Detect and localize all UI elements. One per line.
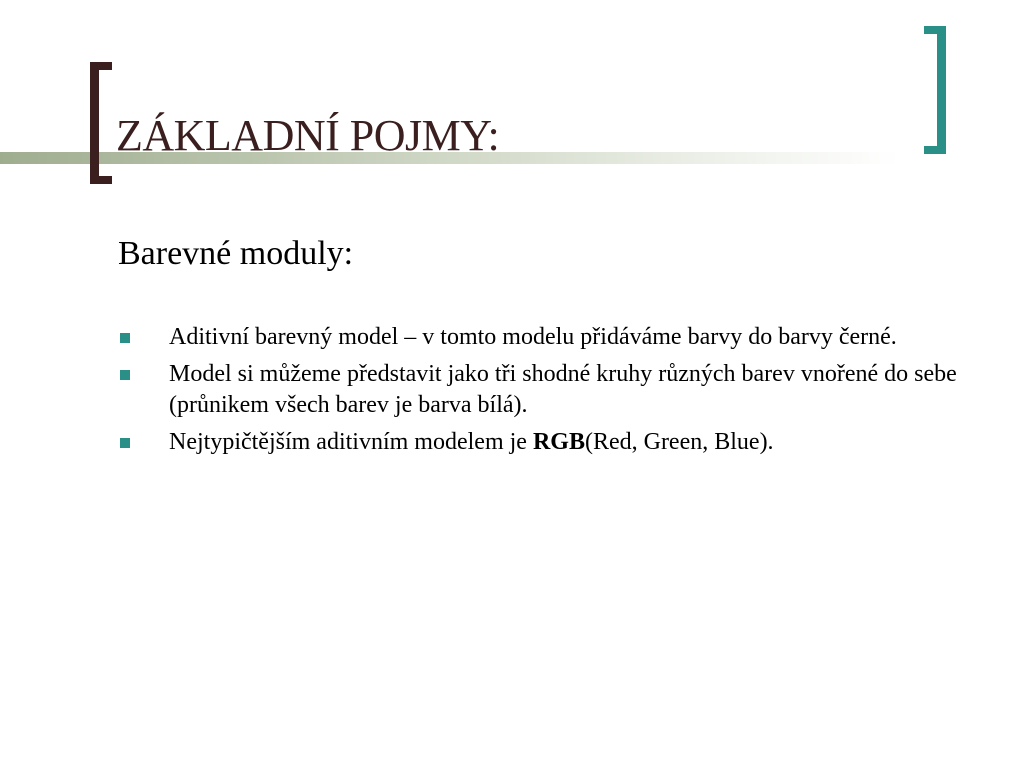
bullet-text: Model si můžeme představit jako tři shodné kruhy různých barev vnořené do sebe (průnikem všech barev je barva bílá). <box>169 361 957 418</box>
square-bullet-icon <box>120 370 130 380</box>
list-item <box>118 359 978 421</box>
bullet-list <box>118 322 978 464</box>
bullet-text-prefix: Nejtypičtějším aditivním modelem je <box>169 429 533 455</box>
bullet-text: Aditivní barevný model – v tomto modelu přidáváme barvy do barvy černé. <box>169 324 897 350</box>
bullet-text-bold: RGB <box>532 429 585 455</box>
square-bullet-icon <box>120 333 130 343</box>
left-bracket-icon <box>90 62 112 184</box>
list-item <box>118 322 978 353</box>
right-bracket-icon <box>924 26 946 154</box>
slide-subtitle: Barevné moduly: <box>118 235 354 272</box>
list-item <box>118 427 978 458</box>
square-bullet-icon <box>120 438 130 448</box>
bullet-text-suffix: (Red, Green, Blue). <box>584 429 774 455</box>
slide-title: ZÁKLADNÍ POJMY: <box>116 111 500 160</box>
